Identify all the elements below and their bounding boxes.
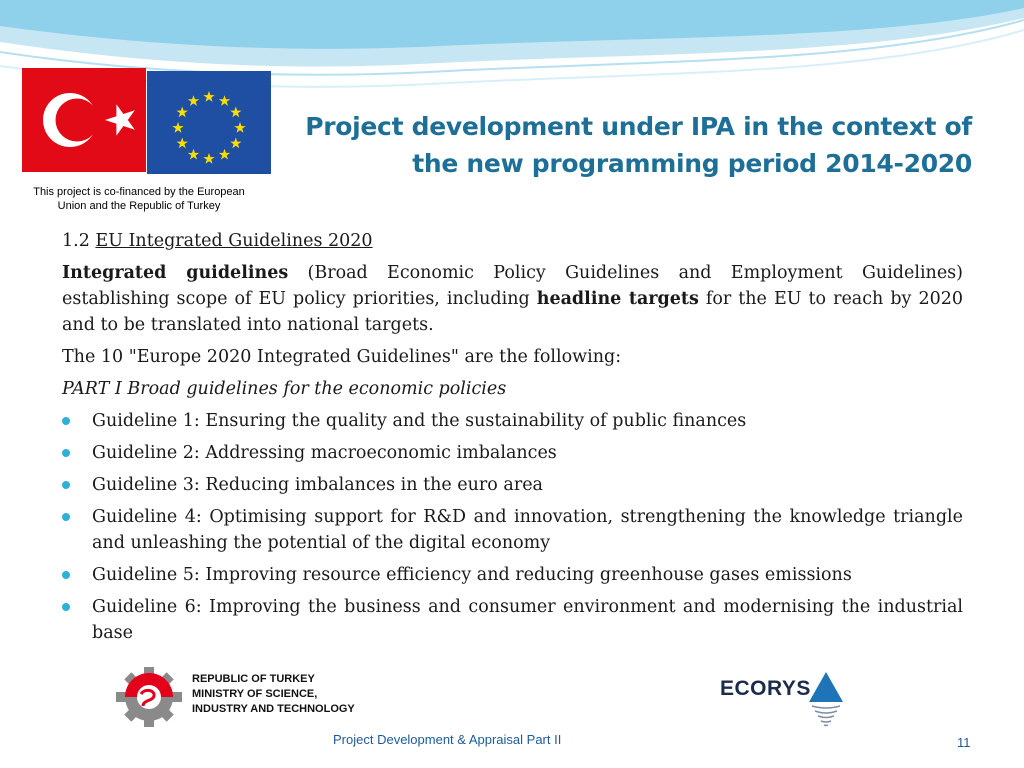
list-intro: The 10 "Europe 2020 Integrated Guidelines" are the following: — [62, 347, 622, 367]
footer-course-title: Project Development & Appraisal Part II — [333, 732, 562, 747]
slide-title-line-1: Project development under IPA in the context of — [305, 112, 972, 141]
guideline-text: Guideline 3: Reducing imbalances in the euro area — [92, 475, 543, 495]
ecorys-wordmark: ECORYS — [720, 677, 811, 700]
bullet-icon — [62, 449, 70, 457]
list-item — [62, 594, 963, 646]
cofinance-line-1: This project is co-financed by the European — [33, 186, 245, 198]
intro-bold-term: Integrated guidelines — [62, 263, 289, 283]
guideline-text: Guideline 6: Improving the business and consumer environment and modernising the industrial base — [92, 597, 963, 643]
page-number: 11 — [957, 735, 971, 750]
guideline-text: Guideline 5: Improving resource efficiency and reducing greenhouse gases emissions — [92, 565, 852, 585]
part-heading: PART I Broad guidelines for the economic policies — [62, 379, 507, 399]
bullet-icon — [62, 481, 70, 489]
intro-text-1: (Broad Economic Policy Guidelines and Employment Guidelines) establishing scope of EU policy priorities, including — [62, 263, 963, 309]
ministry-line-2: MINISTRY OF SCIENCE, — [192, 688, 318, 700]
guideline-text: Guideline 2: Addressing macroeconomic imbalances — [92, 443, 557, 463]
intro-paragraph — [62, 260, 963, 338]
slide-body — [62, 228, 963, 652]
list-item — [62, 408, 963, 434]
list-item — [62, 562, 963, 588]
intro-bold-targets: headline targets — [536, 289, 699, 309]
ministry-line-1: REPUBLIC OF TURKEY — [192, 673, 315, 685]
list-item — [62, 472, 963, 498]
list-item — [62, 504, 963, 556]
bullet-icon — [62, 571, 70, 579]
section-heading — [62, 228, 963, 254]
guideline-text: Guideline 1: Ensuring the quality and the sustainability of public finances — [92, 411, 747, 431]
list-item — [62, 440, 963, 466]
section-number: 1.2 — [62, 231, 90, 251]
cofinance-note — [0, 185, 278, 213]
cofinance-line-2: Union and the Republic of Turkey — [57, 200, 221, 212]
bullet-icon — [62, 513, 70, 521]
slide-title — [252, 108, 972, 182]
intro-text-2: for the EU to reach by 2020 and to be translated into national targets. — [62, 289, 963, 335]
bullet-icon — [62, 417, 70, 425]
guideline-list — [62, 408, 963, 646]
slide-title-line-2: the new programming period 2014-2020 — [412, 149, 972, 178]
ministry-gear-logo-icon — [108, 666, 190, 728]
bullet-icon — [62, 603, 70, 611]
ministry-line-3: INDUSTRY AND TECHNOLOGY — [192, 703, 355, 715]
guideline-text: Guideline 4: Optimising support for R&D and innovation, strengthening the knowledge triangle and unleashing the potential of the digital economy — [92, 507, 963, 553]
ecorys-triangle-logo-icon — [808, 670, 844, 728]
turkish-flag-icon — [22, 68, 146, 172]
ministry-name — [192, 672, 355, 717]
section-title: EU Integrated Guidelines 2020 — [95, 231, 373, 251]
